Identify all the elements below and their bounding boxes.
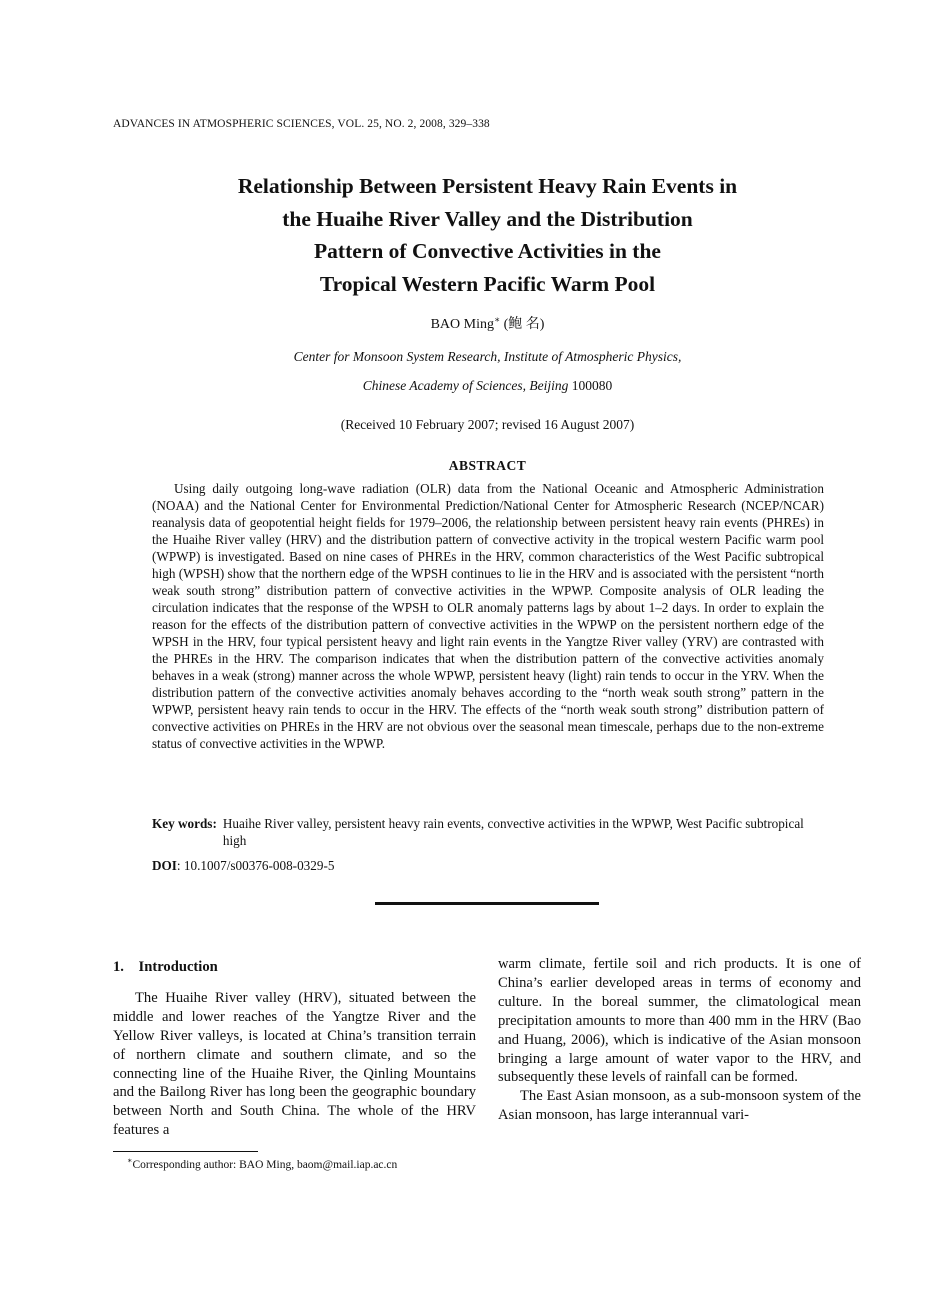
paper-title xyxy=(140,170,835,300)
affiliation-postcode: 100080 xyxy=(571,378,613,393)
affiliation-line-2 xyxy=(0,378,925,394)
footnote-rule xyxy=(113,1151,258,1152)
title-line: Pattern of Convective Activities in the xyxy=(314,239,661,263)
journal-header: ADVANCES IN ATMOSPHERIC SCIENCES, VOL. 25, NO. 2, 2008, 329–338 xyxy=(113,118,490,130)
received-dates: (Received 10 February 2007; revised 16 August 2007) xyxy=(340,417,635,432)
abstract-text: Using daily outgoing long-wave radiation (OLR) data from the National Oceanic and Atmospheric Administration (NOAA) and the National Center for Environmental Prediction/National Center for Atmospheric Research (NCEP/NCAR) reanalysis data of geopotential height fields for 1979–2006, the relationship between persistent heavy rain events (PHREs) in the Huaihe River valley (HRV) and the distribution pattern of convective activity in the tropical western Pacific warm pool (WPWP) is investigated. Based on nine cases of PHREs in the HRV, common characteristics of the West Pacific subtropical high (WPSH) show that the northern edge of the WPSH continues to lie in the HRV and is associated with the persistent “north weak south strong” distribution pattern of convective activities in the WPWP. Composite analysis of OLR leading the circulation indicates that the response of the WPSH to OLR anomaly patterns lags by about 1–2 days. In order to explain the reason for the effects of the distribution pattern of convective activities in the WPWP on the persistent northern edge of the WPSH in the HRV, four typical persistent heavy and light rain events in the Yangtze River valley (YRV) are contrasted with the PHREs in the HRV. The comparison indicates that when the distribution pattern of the convective activities anomaly behaves in a weak (strong) manner across the whole WPWP, persistent heavy (light) rain tends to occur in the YRV. When the distribution pattern of the convective activities anomaly behaves according to the “north weak south strong” pattern in the WPWP, persistent heavy rain tends to occur in the HRV. The effects of the “north weak south strong” distribution pattern of convective activities on PHREs in the HRV are not obvious over the seasonal mean timescale, perhaps due to the non-extreme status of convective activities in the WPWP. xyxy=(152,481,824,751)
section-heading: 1. Introduction xyxy=(113,959,218,975)
title-line: Relationship Between Persistent Heavy Rain Events in xyxy=(237,174,738,198)
section-divider xyxy=(375,902,599,905)
title-line: the Huaihe River Valley and the Distribution xyxy=(282,206,693,231)
author-chinese-name: (鲍 名) xyxy=(503,317,545,332)
title-line: Tropical Western Pacific Warm Pool xyxy=(319,271,656,296)
doi-label: DOI xyxy=(152,858,177,873)
keywords-text: Huaihe River valley, persistent heavy rain events, convective activities in the WPWP, West Pacific subtropical high xyxy=(222,816,804,848)
abstract-heading: ABSTRACT xyxy=(448,458,527,473)
footnote xyxy=(127,1156,397,1171)
left-column xyxy=(113,955,476,1140)
doi-value: : 10.1007/s00376-008-0329-5 xyxy=(176,858,335,873)
footnote-marker: ∗ xyxy=(127,1156,133,1165)
right-column xyxy=(498,955,861,1125)
author-marker: ∗ xyxy=(493,314,501,325)
intro-paragraph: The Huaihe River valley (HRV), situated between the middle and lower reaches of the Yangtze River and the Yellow River valleys, is located at China’s transition terrain of northern climate and southern climate, and so the connecting line of the Huaihe River, the Qinling Mountains and the Bailong River has long been the geographic boundary between North and South China. The whole of the HRV features a xyxy=(113,989,476,1139)
intro-paragraph-continued: warm climate, fertile soil and rich products. It is one of China’s earlier developed areas in terms of economy and culture. In the boreal summer, the climatological mean precipitation amounts to more than 400 mm in the HRV (Bao and Huang, 2006), which is indicative of the Asian monsoon bringing a large amount of water vapor to the HRV, and subsequently these levels of rainfall can be formed. xyxy=(498,956,861,1086)
affiliation-institution: Chinese Academy of Sciences, Beijing xyxy=(362,378,569,393)
affiliation-line-1: Center for Monsoon System Research, Institute of Atmospheric Physics, xyxy=(293,349,682,364)
doi xyxy=(152,858,334,874)
author-name: BAO Ming xyxy=(430,317,494,332)
author-line xyxy=(0,313,925,333)
keywords-label: Key words: xyxy=(152,816,217,831)
footnote-text: Corresponding author: BAO Ming, baom@mail.iap.ac.cn xyxy=(132,1158,398,1171)
keywords xyxy=(152,815,824,849)
intro-paragraph-2: The East Asian monsoon, as a sub-monsoon system of the Asian monsoon, has large interannual vari- xyxy=(498,1088,861,1124)
